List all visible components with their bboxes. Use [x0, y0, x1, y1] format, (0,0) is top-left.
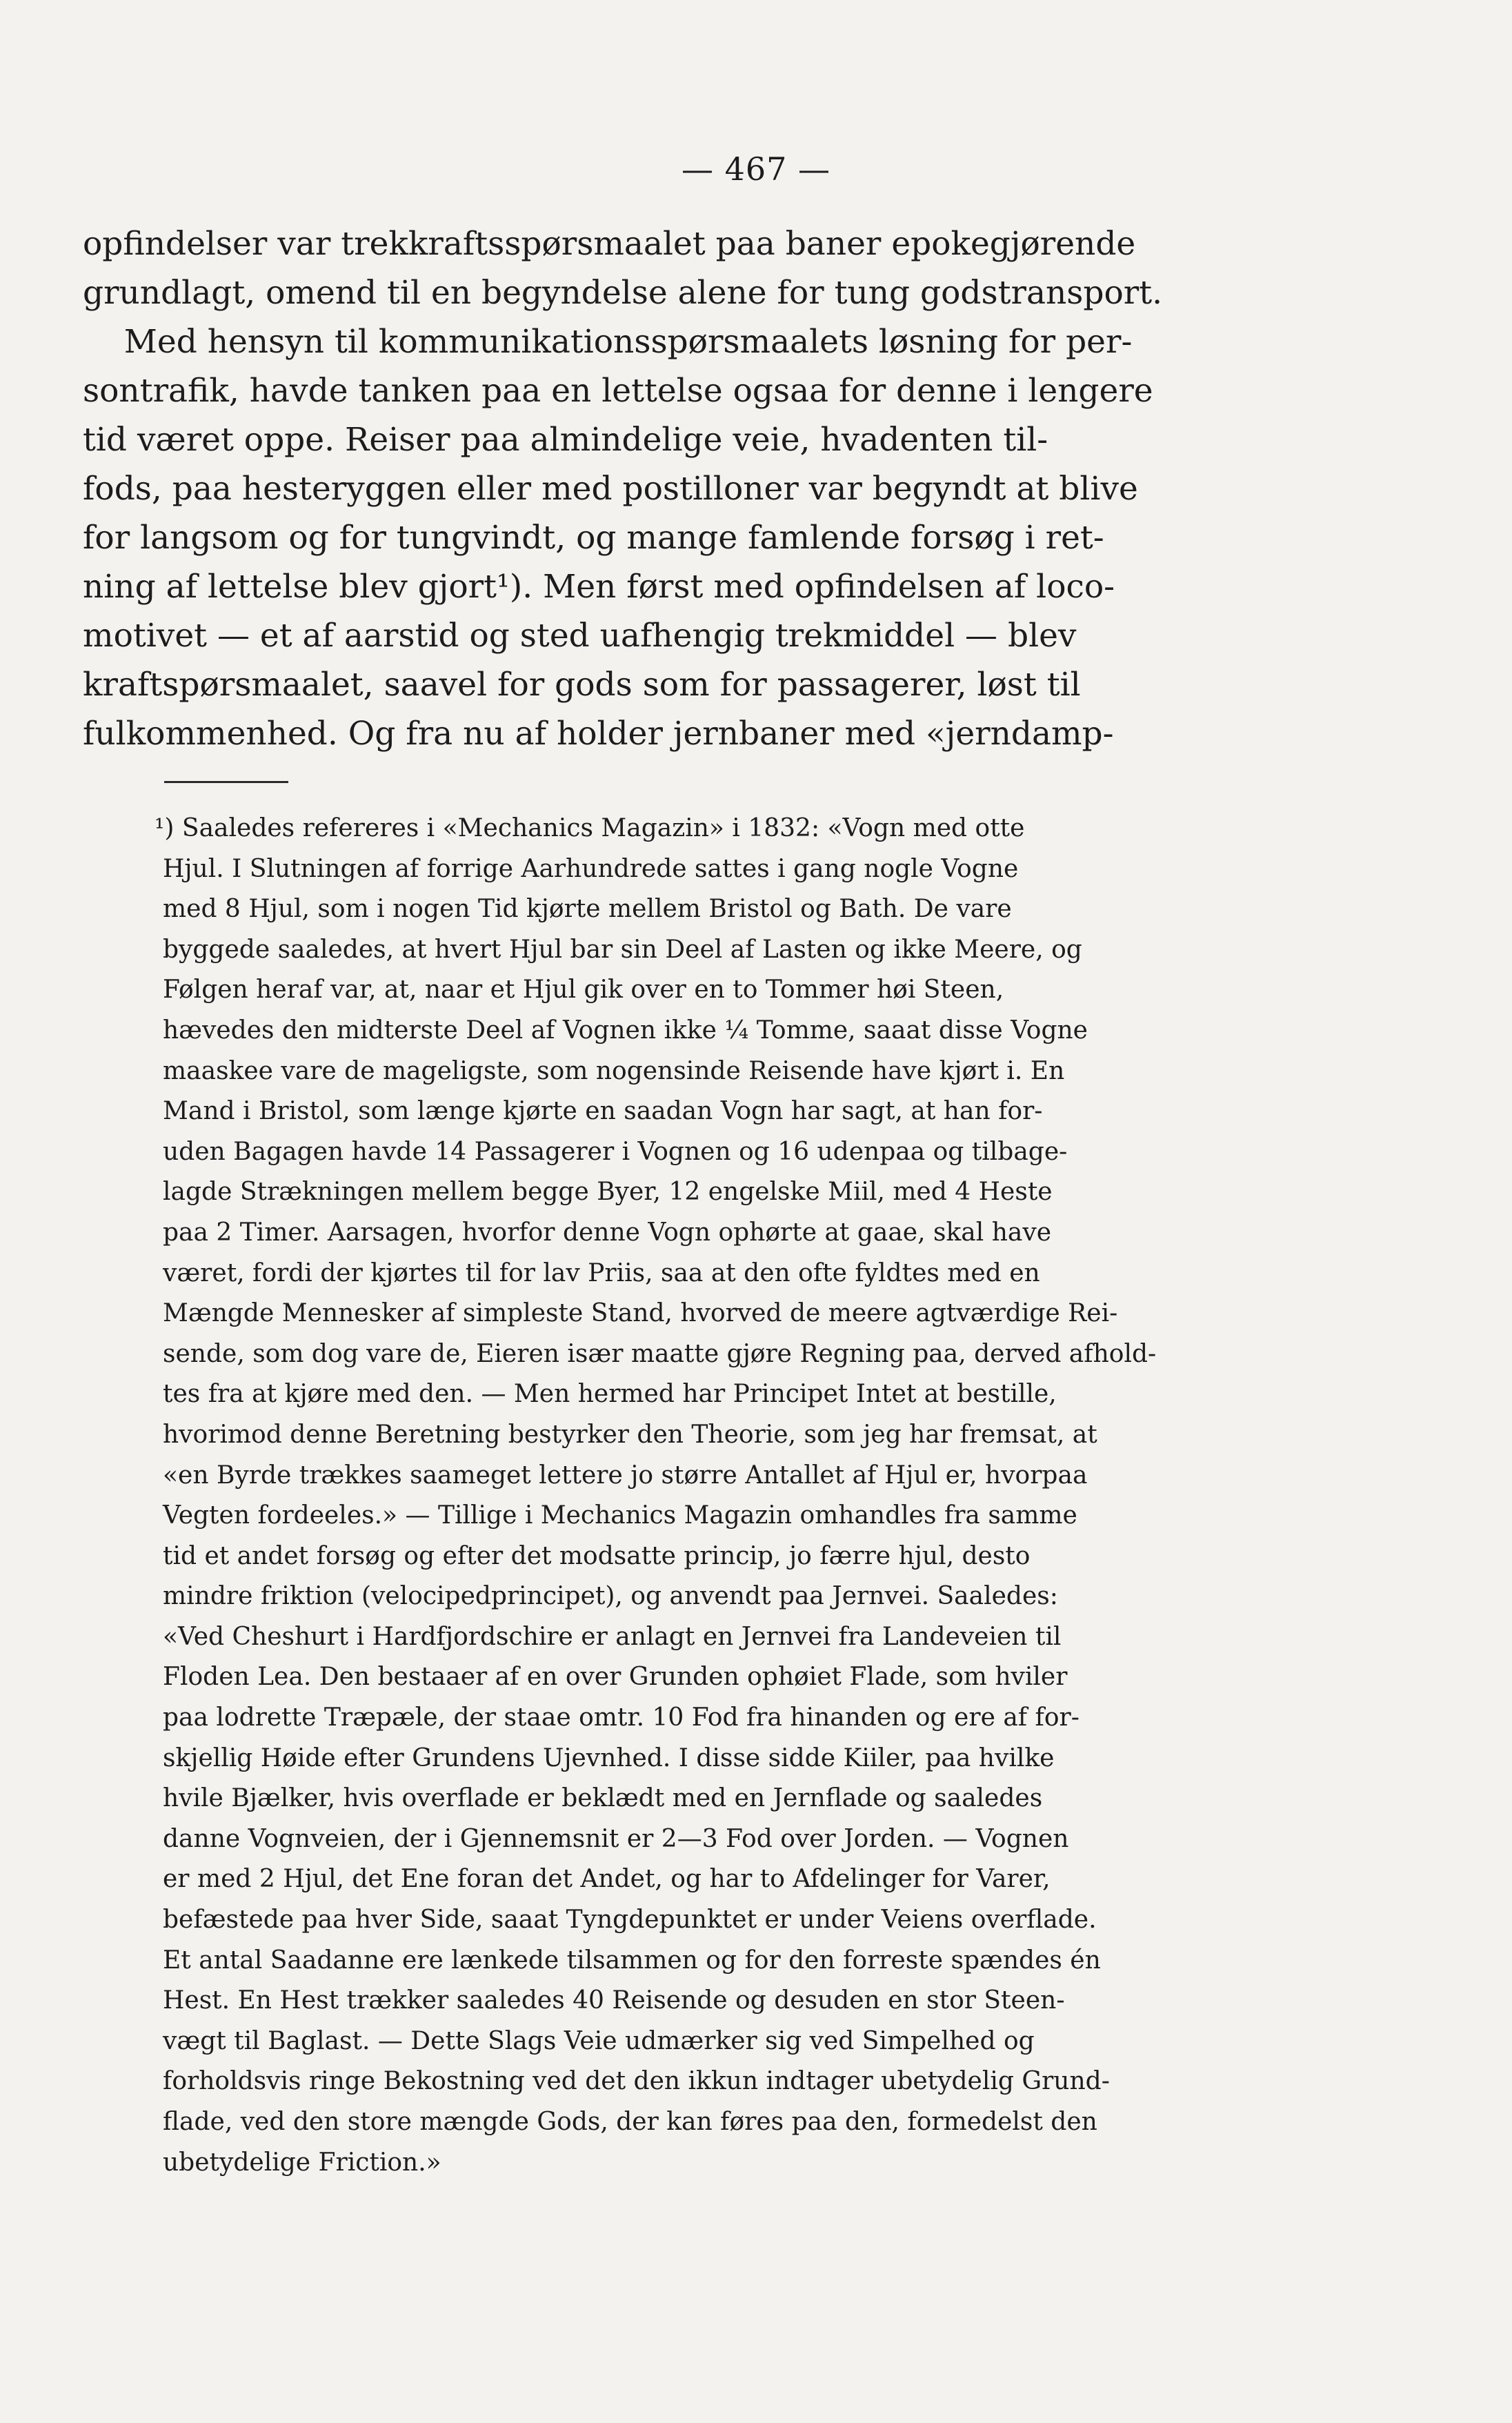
- footnote-line: forholdsvis ringe Bekostning ved det den ikkun indtager ubetydelig Grund-: [163, 2067, 1110, 2096]
- main-line: sontrafik, havde tanken paa en lettelse ogsaa for denne i lengere: [83, 372, 1153, 410]
- footnote-line: tid et andet forsøg og efter det modsatte princip, jo færre hjul, desto: [163, 1541, 1031, 1570]
- footnote-line: hvile Bjælker, hvis overflade er beklædt med en Jernflade og saaledes: [163, 1784, 1043, 1813]
- footnote-line: flade, ved den store mængde Gods, der kan føres paa den, formedelst den: [163, 2108, 1097, 2136]
- footnote-line: danne Vognveien, der i Gjennemsnit er 2—3 Fod over Jorden. — Vognen: [163, 1824, 1069, 1853]
- footnote-line: hævedes den midterste Deel af Vognen ikke ¼ Tomme, saaat disse Vogne: [163, 1016, 1088, 1045]
- footnote-line: vægt til Baglast. — Dette Slags Veie udmærker sig ved Simpelhed og: [163, 2026, 1035, 2055]
- main-line: Med hensyn til kommunikationsspørsmaalets løsning for per-: [83, 323, 1133, 361]
- footnote-line: befæstede paa hver Side, saaat Tyngdepunktet er under Veiens overflade.: [163, 1906, 1097, 1935]
- footnote-line: paa 2 Timer. Aarsagen, hvorfor denne Vogn ophørte at gaae, skal have: [163, 1218, 1052, 1247]
- main-line: kraftspørsmaalet, saavel for gods som for passagerer, løst til: [83, 666, 1081, 704]
- main-line: fods, paa hesteryggen eller med postilloner var begyndt at blive: [83, 470, 1138, 508]
- footnote-line: «en Byrde trækkes saameget lettere jo større Antallet af Hjul er, hvorpaa: [163, 1461, 1088, 1490]
- footnote: [155, 809, 1260, 2183]
- page-number: — 467 —: [681, 150, 831, 188]
- footnote-line: Mængde Mennesker af simpleste Stand, hvorved de meere agtværdige Rei-: [163, 1299, 1118, 1328]
- footnote-line: hvorimod denne Beretning bestyrker den Theorie, som jeg har fremsat, at: [163, 1420, 1097, 1449]
- footnote-line: uden Bagagen havde 14 Passagerer i Vognen og 16 udenpaa og tilbage-: [163, 1137, 1068, 1166]
- footnote-line: byggede saaledes, at hvert Hjul bar sin Deel af Lasten og ikke Meere, og: [163, 935, 1082, 964]
- footnote-line: Floden Lea. Den bestaaer af en over Grunden ophøiet Flade, som hviler: [163, 1663, 1068, 1692]
- footnote-line: ubetydelige Friction.»: [163, 2148, 441, 2177]
- footnote-line: ¹) Saaledes refereres i «Mechanics Magazin» i 1832: «Vogn med otte: [155, 814, 1025, 842]
- footnote-line: lagde Strækningen mellem begge Byer, 12 engelske Miil, med 4 Heste: [163, 1178, 1053, 1207]
- footnote-line: maaskee vare de mageligste, som nogensinde Reisende have kjørt i. En: [163, 1056, 1065, 1085]
- main-line: fulkommenhed. Og fra nu af holder jernbaner med «jerndamp-: [83, 715, 1114, 753]
- footnote-line: skjellig Høide efter Grundens Ujevnhed. I disse sidde Kiiler, paa hvilke: [163, 1743, 1055, 1772]
- main-line: ning af lettelse blev gjort¹). Men først med opfindelsen af loco-: [83, 568, 1115, 606]
- main-line: opfindelser var trekkraftsspørsmaalet paa baner epokegjørende: [83, 225, 1136, 263]
- main-line: grundlagt, omend til en begyndelse alene for tung godstransport.: [83, 274, 1163, 312]
- footnote-line: Et antal Saadanne ere lænkede tilsammen og for den forreste spændes én: [163, 1946, 1101, 1975]
- main-line: for langsom og for tungvindt, og mange famlende forsøg i ret-: [83, 519, 1104, 557]
- footnote-line: Hjul. I Slutningen af forrige Aarhundrede sattes i gang nogle Vogne: [163, 854, 1019, 883]
- footnote-line: paa lodrette Træpæle, der staae omtr. 10 Fod fra hinanden og ere af for-: [163, 1703, 1080, 1732]
- footnote-line: Mand i Bristol, som længe kjørte en saadan Vogn har sagt, at han for-: [163, 1097, 1043, 1126]
- footnote-line: tes fra at kjøre med den. — Men hermed har Principet Intet at bestille,: [163, 1380, 1057, 1409]
- footnote-line: «Ved Cheshurt i Hardfjordschire er anlagt en Jernvei fra Landeveien til: [163, 1622, 1062, 1651]
- footnote-line: Følgen heraf var, at, naar et Hjul gik over en to Tommer høi Steen,: [163, 976, 1004, 1005]
- footnote-line: Vegten fordeeles.» — Tillige i Mechanics Magazin omhandles fra samme: [163, 1501, 1077, 1530]
- footnote-line: været, fordi der kjørtes til for lav Priis, saa at den ofte fyldtes med en: [163, 1258, 1040, 1287]
- footnote-line: med 8 Hjul, som i nogen Tid kjørte mellem Bristol og Bath. De vare: [163, 895, 1012, 924]
- footnote-line: mindre friktion (velocipedprincipet), og anvendt paa Jernvei. Saaledes:: [163, 1582, 1058, 1611]
- main-text: [83, 219, 1269, 758]
- footnote-line: er med 2 Hjul, det Ene foran det Andet, og har to Afdelinger for Varer,: [163, 1865, 1051, 1894]
- main-line: tid været oppe. Reiser paa almindelige veie, hvadenten til-: [83, 421, 1048, 459]
- main-line: motivet — et af aarstid og sted uafhengig trekmiddel — blev: [83, 617, 1077, 655]
- footnote-line: sende, som dog vare de, Eieren især maatte gjøre Regning paa, derved afhold-: [163, 1339, 1157, 1368]
- footnote-divider: [164, 781, 288, 783]
- footnote-line: Hest. En Hest trækker saaledes 40 Reisende og desuden en stor Steen-: [163, 1986, 1065, 2015]
